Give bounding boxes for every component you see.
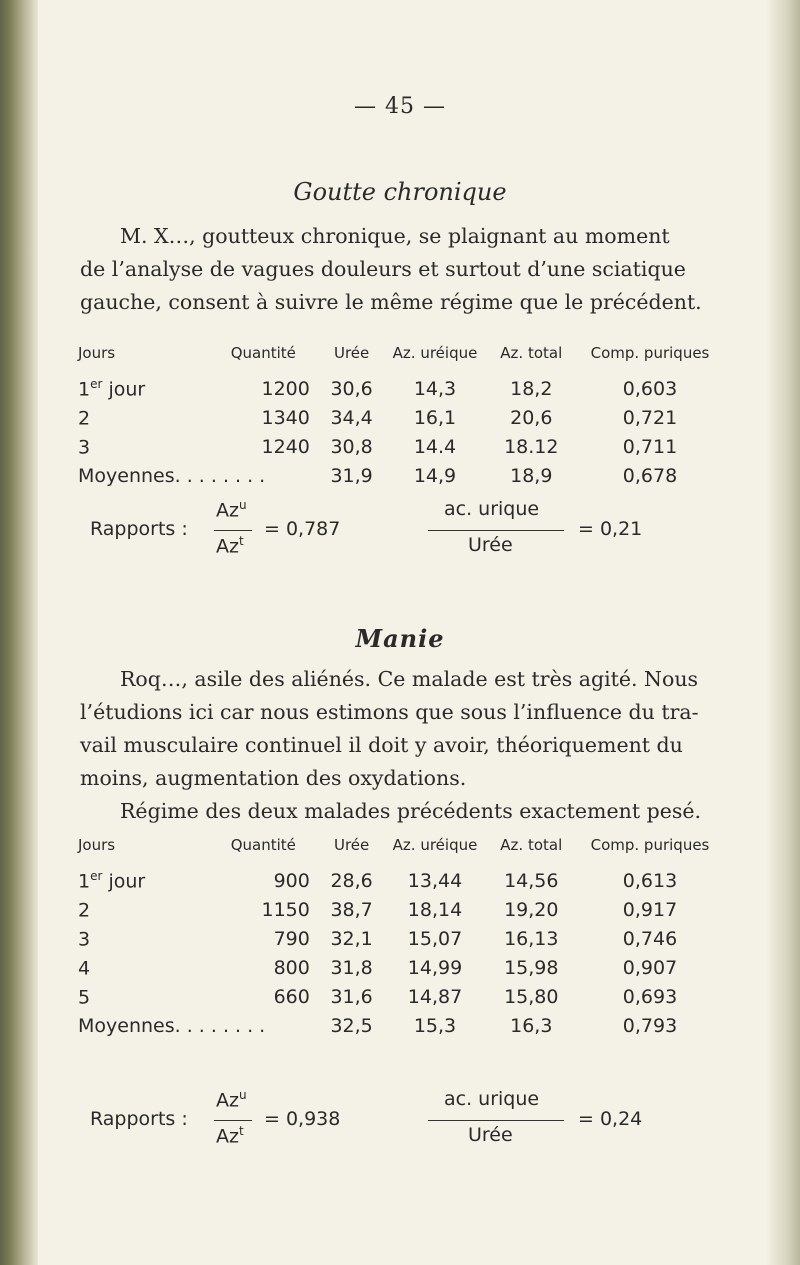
cell-comp-puriques: 0,613 — [622, 869, 678, 892]
ratio1-numerator — [216, 1088, 247, 1111]
cell-az-ureique: 18,14 — [407, 898, 463, 921]
cell-jour-num: 1 — [78, 378, 91, 401]
cell-quantite: 1150 — [261, 898, 310, 921]
cell-jour — [78, 866, 203, 895]
cell-az-ureique: 14,9 — [413, 464, 457, 487]
cell-jour-num: 3 — [78, 436, 91, 459]
page-number: — 45 — — [354, 94, 446, 119]
ratios-goutte — [90, 496, 730, 566]
header-az-total: Az. total — [500, 836, 563, 854]
cell-quantite: 900 — [273, 869, 310, 892]
table-row — [78, 432, 728, 461]
cell-uree: 31,9 — [330, 464, 373, 487]
cell-uree: 30,6 — [330, 377, 373, 400]
cell-jour — [78, 403, 203, 432]
table-row-moyennes — [78, 1011, 728, 1040]
cell-az-total: 15,98 — [504, 956, 559, 979]
cell-comp-puriques: 0,603 — [622, 377, 678, 400]
cell-jour-num: 3 — [78, 928, 91, 951]
cell-az-ureique: 16,1 — [413, 406, 457, 429]
cell-uree: 34,4 — [330, 406, 373, 429]
cell-comp-puriques: 0,917 — [622, 898, 678, 921]
header-az-total: Az. total — [500, 344, 563, 362]
cell-jour-num: 2 — [78, 407, 91, 430]
cell-comp-puriques: 0,907 — [622, 956, 678, 979]
cell-uree: 32,1 — [330, 927, 373, 950]
paragraph-line: l’étudions ici car nous estimons que sous l’influence du tra- — [80, 700, 699, 724]
cell-uree: 32,5 — [330, 1014, 373, 1037]
cell-comp-puriques: 0,721 — [622, 406, 678, 429]
table-row — [78, 403, 728, 432]
ratio2-denominator: Urée — [468, 534, 513, 556]
cell-comp-puriques: 0,746 — [622, 927, 678, 950]
ratio2-numerator: ac. urique — [444, 1088, 540, 1110]
ratio1-num-sup: u — [238, 498, 247, 512]
ratio1-numerator — [216, 498, 247, 521]
cell-quantite: 1240 — [261, 435, 310, 458]
cell-comp-puriques: 0,693 — [622, 985, 678, 1008]
paragraph-line: vail musculaire continuel il doit y avoir, théoriquement du — [80, 733, 683, 757]
cell-az-ureique: 15,07 — [407, 927, 463, 950]
paragraph-line: M. X…, goutteux chronique, se plaignant au moment — [120, 224, 670, 248]
ratio2-fraction-bar — [428, 1120, 564, 1121]
cell-az-total: 20,6 — [510, 406, 553, 429]
table-row — [78, 982, 728, 1011]
ratios-label: Rapports : — [90, 518, 188, 540]
cell-uree: 38,7 — [330, 898, 373, 921]
cell-jour-num: 2 — [78, 899, 91, 922]
ratio1-den-text: Az — [216, 1125, 239, 1148]
paragraph-line: Régime des deux malades précédents exactement pesé. — [120, 799, 702, 823]
cell-az-ureique: 14.4 — [413, 435, 457, 458]
cell-jour — [78, 924, 203, 953]
header-jours: Jours — [78, 836, 116, 854]
cell-jour-num: 1 — [78, 870, 91, 893]
cell-jour — [78, 374, 203, 403]
cell-az-ureique: 14,3 — [413, 377, 457, 400]
cell-jour — [78, 895, 203, 924]
cell-comp-puriques: 0,793 — [622, 1014, 678, 1037]
cell-jour — [78, 432, 203, 461]
cell-uree: 31,6 — [330, 985, 373, 1008]
table-row — [78, 924, 728, 953]
ratio2-value: = 0,21 — [578, 518, 643, 540]
section-heading-goutte: Goutte chronique — [293, 178, 507, 206]
ratio1-value: = 0,787 — [264, 518, 341, 540]
cell-comp-puriques: 0,678 — [622, 464, 678, 487]
table-header-row — [78, 836, 728, 866]
cell-az-ureique: 14,87 — [407, 985, 463, 1008]
ratio1-den-text: Az — [216, 535, 239, 558]
cell-uree: 31,8 — [330, 956, 373, 979]
cell-quantite: 790 — [273, 927, 310, 950]
cell-quantite: 660 — [273, 985, 310, 1008]
cell-quantite: 1200 — [261, 377, 310, 400]
cell-jour-sup: er — [90, 868, 103, 883]
ratio1-num-text: Az — [216, 1089, 239, 1112]
header-uree: Urée — [333, 836, 370, 854]
ratios-label: Rapports : — [90, 1108, 188, 1130]
data-table-manie — [78, 836, 728, 1040]
paragraph-manie — [80, 663, 720, 828]
cell-quantite: 1340 — [261, 406, 310, 429]
ratio1-denominator — [216, 534, 244, 557]
cell-uree: 30,8 — [330, 435, 373, 458]
header-az-ureique: Az. uréique — [392, 344, 478, 362]
ratio1-fraction-bar — [214, 530, 252, 531]
ratio2-denominator: Urée — [468, 1124, 513, 1146]
cell-az-ureique: 13,44 — [407, 869, 463, 892]
cell-jour-sup: er — [90, 376, 103, 391]
table-row — [78, 895, 728, 924]
ratio1-den-sup: t — [238, 534, 244, 548]
ratio1-denominator — [216, 1124, 244, 1147]
ratio2-numerator: ac. urique — [444, 498, 540, 520]
table-row — [78, 866, 728, 895]
cell-az-total: 16,13 — [504, 927, 559, 950]
cell-moyennes-label: Moyennes. . . . . . . . — [78, 1014, 266, 1037]
cell-jour — [78, 982, 203, 1011]
cell-jour-rest: jour — [102, 870, 146, 893]
cell-uree: 28,6 — [330, 869, 373, 892]
cell-az-total: 18.12 — [504, 435, 559, 458]
table-row — [78, 953, 728, 982]
cell-az-total: 19,20 — [504, 898, 559, 921]
cell-az-total: 14,56 — [504, 869, 559, 892]
ratio1-value: = 0,938 — [264, 1108, 341, 1130]
cell-az-ureique: 14,99 — [407, 956, 463, 979]
cell-az-total: 16,3 — [510, 1014, 553, 1037]
ratio1-num-sup: u — [238, 1088, 247, 1102]
paragraph-line: Roq…, asile des aliénés. Ce malade est très agité. Nous — [120, 667, 699, 691]
table-row — [78, 374, 728, 403]
cell-comp-puriques: 0,711 — [622, 435, 678, 458]
cell-az-total: 18,2 — [510, 377, 553, 400]
ratio2-fraction-bar — [428, 530, 564, 531]
paragraph-goutte — [80, 220, 720, 319]
ratio1-den-sup: t — [238, 1124, 244, 1138]
cell-az-ureique: 15,3 — [413, 1014, 457, 1037]
cell-jour — [78, 953, 203, 982]
cell-az-total: 15,80 — [504, 985, 559, 1008]
paragraph-line: moins, augmentation des oxydations. — [80, 766, 467, 790]
header-quantite: Quantité — [230, 344, 296, 362]
ratio1-fraction-bar — [214, 1120, 252, 1121]
data-table-goutte — [78, 344, 728, 490]
header-jours: Jours — [78, 344, 116, 362]
paragraph-line: gauche, consent à suivre le même régime que le précédent. — [80, 290, 702, 314]
paragraph-line: de l’analyse de vagues douleurs et surtout d’une sciatique — [80, 257, 686, 281]
table-row-moyennes — [78, 461, 728, 490]
header-comp-puriques: Comp. puriques — [590, 836, 710, 854]
cell-jour-rest: jour — [102, 378, 146, 401]
cell-az-total: 18,9 — [510, 464, 553, 487]
header-comp-puriques: Comp. puriques — [590, 344, 710, 362]
cell-jour-num: 5 — [78, 986, 91, 1009]
cell-quantite: 800 — [273, 956, 310, 979]
section-heading-manie: Manie — [355, 624, 445, 653]
ratio2-value: = 0,24 — [578, 1108, 643, 1130]
header-quantite: Quantité — [230, 836, 296, 854]
cell-jour-num: 4 — [78, 957, 91, 980]
cell-moyennes-label: Moyennes. . . . . . . . — [78, 464, 266, 487]
table-header-row — [78, 344, 728, 374]
ratios-manie — [90, 1086, 730, 1156]
header-az-ureique: Az. uréique — [392, 836, 478, 854]
ratio1-num-text: Az — [216, 499, 239, 522]
header-uree: Urée — [333, 344, 370, 362]
